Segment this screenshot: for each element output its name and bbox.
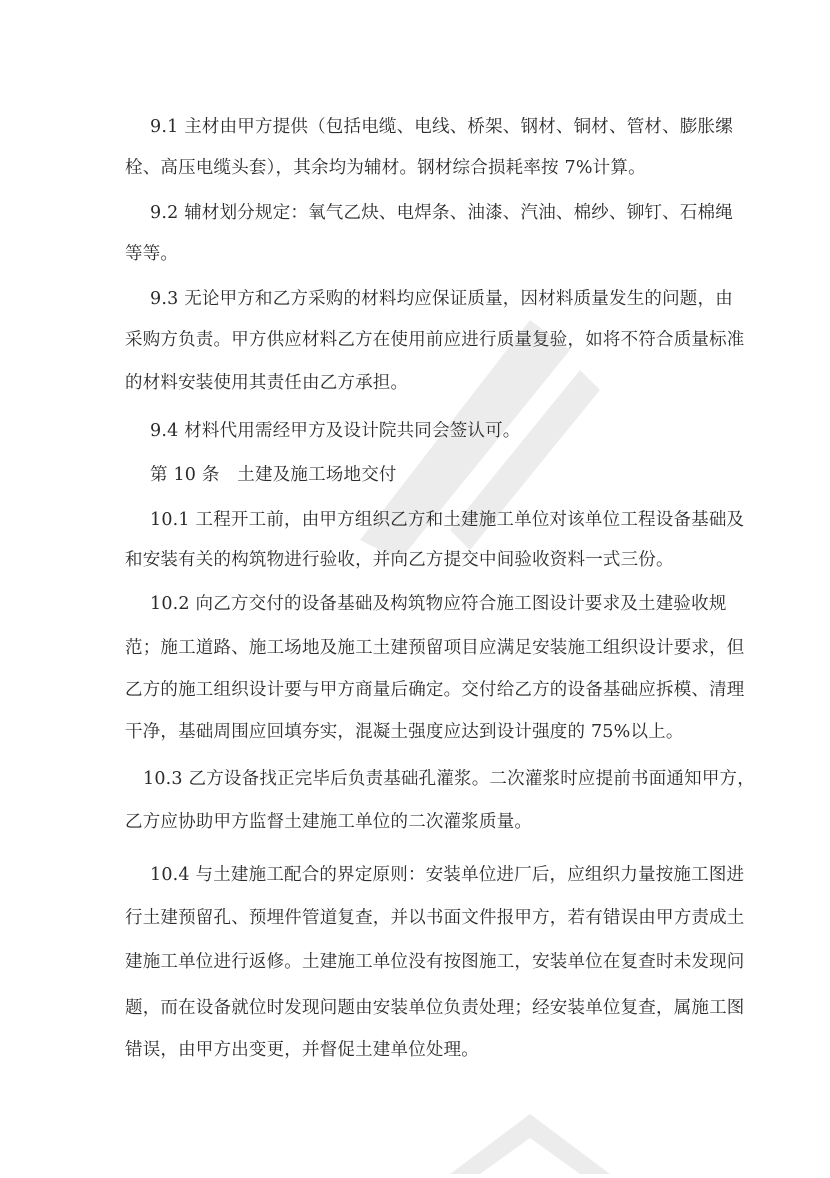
- text-line: 的材料安装使用其责任由乙方承担。: [125, 373, 409, 393]
- text-line: 范；施工道路、施工场地及施工土建预留项目应满足安装施工组织设计要求，但: [125, 638, 745, 658]
- text-line: 9.3 无论甲方和乙方采购的材料均应保证质量，因材料质量发生的问题，由: [150, 289, 733, 309]
- text-line: 和安装有关的构筑物进行验收，并向乙方提交中间验收资料一式三份。: [125, 550, 674, 570]
- text-line: 建施工单位进行返修。土建施工单位没有按图施工，安装单位在复查时未发现问: [125, 952, 745, 972]
- text-line: 9.2 辅材划分规定：氧气乙炔、电焊条、油漆、汽油、棉纱、铆钉、石棉绳: [150, 203, 733, 223]
- watermark-diamond-icon: [430, 1110, 630, 1174]
- text-line: 题，而在设备就位时发现问题由安装单位负责处理；经安装单位复查，属施工图: [125, 998, 745, 1018]
- text-line: 行土建预留孔、预埋件管道复查，并以书面文件报甲方，若有错误由甲方责成土: [125, 908, 745, 928]
- text-line: 错误，由甲方出变更，并督促土建单位处理。: [125, 1040, 479, 1060]
- text-line: 乙方应协助甲方监督土建施工单位的二次灌浆质量。: [125, 812, 533, 832]
- text-line: 10.2 向乙方交付的设备基础及构筑物应符合施工图设计要求及土建验收规: [150, 594, 727, 614]
- text-line: 10.4 与土建施工配合的界定原则：安装单位进厂后，应组织力量按施工图进: [150, 865, 745, 885]
- text-line: 10.1 工程开工前，由甲方组织乙方和土建施工单位对该单位工程设备基础及: [150, 510, 745, 530]
- text-line: 栓、高压电缆头套），其余均为辅材。钢材综合损耗率按 7%计算。: [125, 158, 646, 178]
- text-line: 乙方的施工组织设计要与甲方商量后确定。交付给乙方的设备基础应拆模、清理: [125, 680, 745, 700]
- text-line: 等等。: [125, 244, 179, 264]
- text-line: 9.4 材料代用需经甲方及设计院共同会签认可。: [150, 421, 521, 441]
- text-line: 第 10 条 土建及施工场地交付: [150, 465, 397, 485]
- watermark-bottom: [430, 1110, 630, 1174]
- text-line: 9.1 主材由甲方提供（包括电缆、电线、桥架、钢材、铜材、管材、膨胀缧: [150, 117, 733, 137]
- text-line: 干净，基础周围应回填夯实，混凝土强度应达到设计强度的 75%以上。: [125, 722, 684, 742]
- text-line: 采购方负责。甲方供应材料乙方在使用前应进行质量复验，如将不符合质量标准: [125, 330, 745, 350]
- text-line: 10.3 乙方设备找正完毕后负责基础孔灌浆。二次灌浆时应提前书面通知甲方，: [143, 769, 755, 789]
